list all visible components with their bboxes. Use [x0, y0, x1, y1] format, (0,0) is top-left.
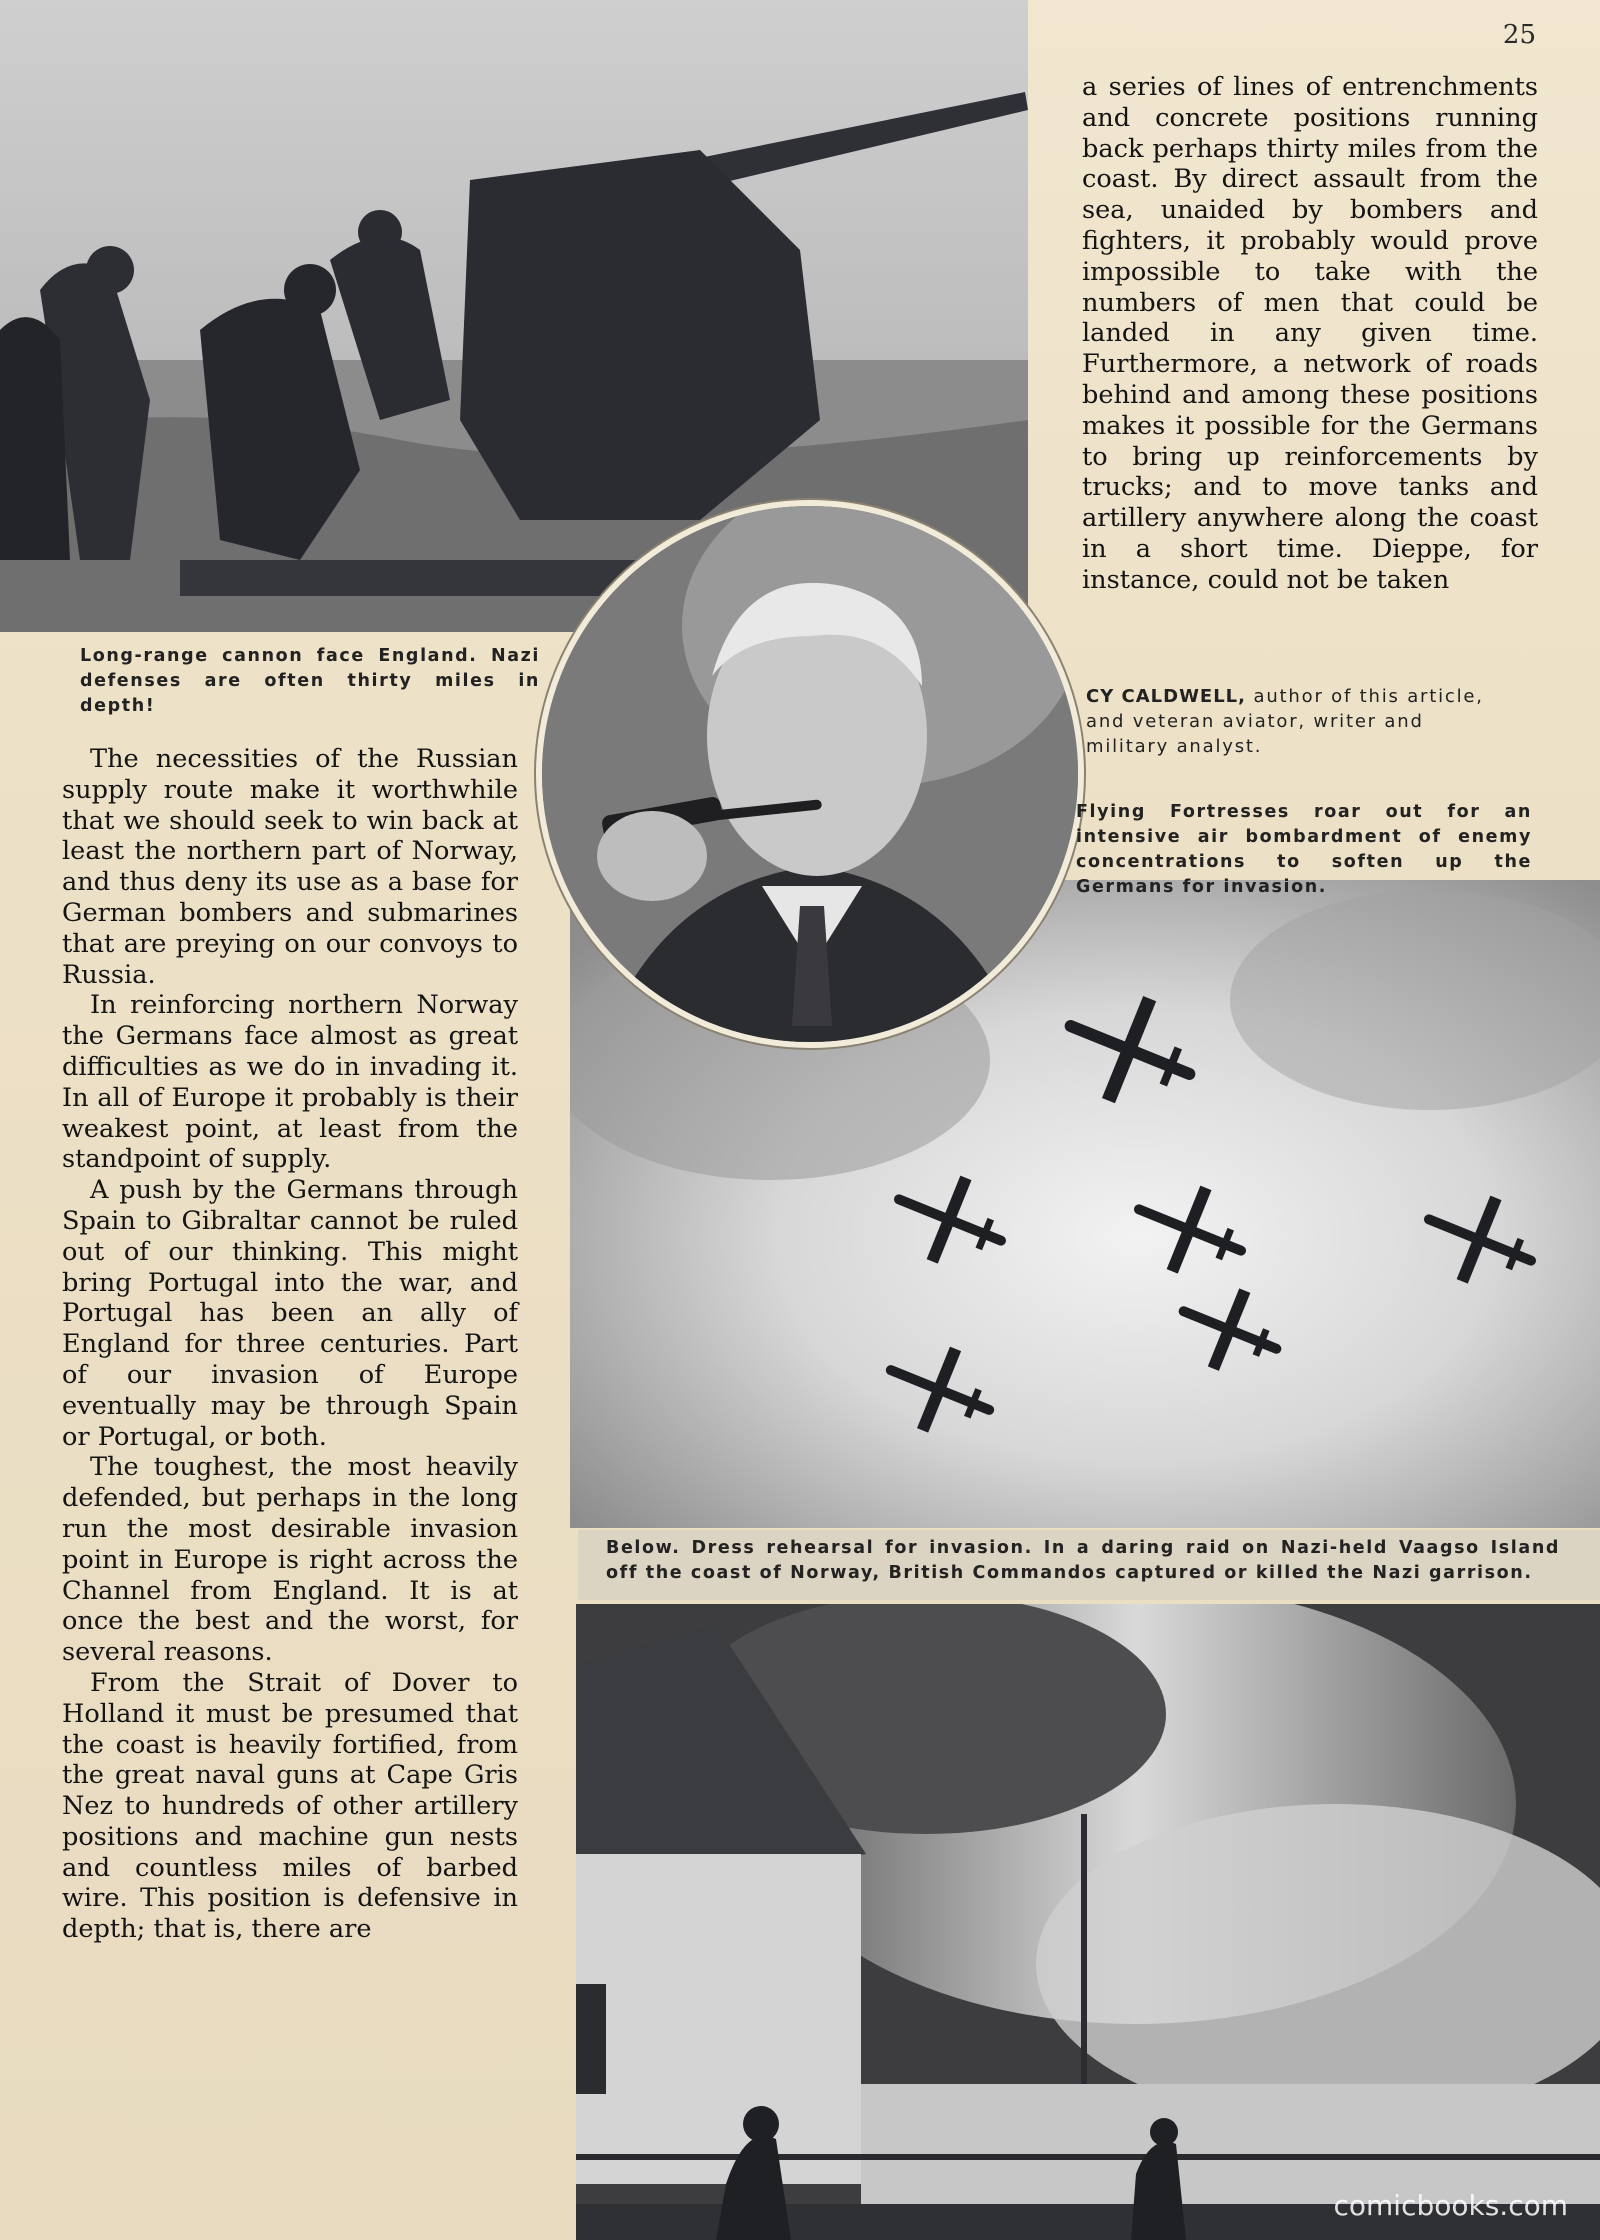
cannon-caption: Long-range cannon face England. Nazi defenses are often thirty miles in depth!	[80, 646, 540, 716]
article-paragraph: From the Strait of Dover to Holland it must be presumed that the coast is heavily fortified, from the great naval guns at Cape Gris Nez to hundreds of other artillery positions and machine gun nests and countless miles of barbed wire. This position is defensive in depth; that is, there are	[62, 1667, 518, 1945]
article-column-right	[1082, 72, 1538, 596]
article-paragraph: The necessities of the Russian supply route make it worthwhile that we should seek to win back at least the northern part of Norway, and thus deny its use as a base for German bombers and submarines that are preying on our convoys to Russia.	[62, 744, 518, 990]
author-portrait	[536, 500, 1084, 1048]
author-description: author of this article, and veteran aviator, writer and military analyst.	[1086, 686, 1484, 757]
raid-caption: Below. Dress rehearsal for invasion. In a daring raid on Nazi-held Vaagso Island off the coast of Norway, British Commandos captured or killed the Nazi garrison.	[578, 1530, 1600, 1600]
bombers-caption: Flying Fortresses roar out for an intensive air bombardment of enemy concentrations to soften up the Germans for invasion.	[1076, 802, 1532, 897]
page-number: 25	[1502, 20, 1536, 50]
article-paragraph: In reinforcing northern Norway the Germans face almost as great difficulties as we do in invading it. In all of Europe it probably is their weakest point, at least from the standpoint of supply.	[62, 990, 518, 1175]
author-caption	[1086, 684, 1506, 759]
watermark: comicbooks.com	[1333, 2189, 1568, 2222]
article-column-left	[62, 744, 518, 1945]
raid-photo	[576, 1604, 1600, 2240]
author-name: CY CALDWELL,	[1086, 686, 1246, 707]
article-paragraph: The toughest, the most heavily defended, but perhaps in the long run the most desirable invasion point in Europe is right across the Channel from England. It is at once the best and the worst, for several reasons.	[62, 1452, 518, 1668]
article-paragraph: a series of lines of entrenchments and concrete positions running back perhaps thirty miles from the coast. By direct assault from the sea, unaided by bombers and fighters, it probably would prove impossible to take with the numbers of men that could be landed in any given time. Furthermore, a network of roads behind and among these positions makes it possible for the Germans to bring up reinforcements by trucks; and to move tanks and artillery anywhere along the coast in a short time. Dieppe, for instance, could not be taken	[1082, 72, 1538, 595]
article-paragraph: A push by the Germans through Spain to Gibraltar cannot be ruled out of our thinking. This might bring Portugal into the war, and Portugal has been an ally of England for three centuries. Part of our invasion of Europe eventually may be through Spain or Portugal, or both.	[62, 1175, 518, 1452]
